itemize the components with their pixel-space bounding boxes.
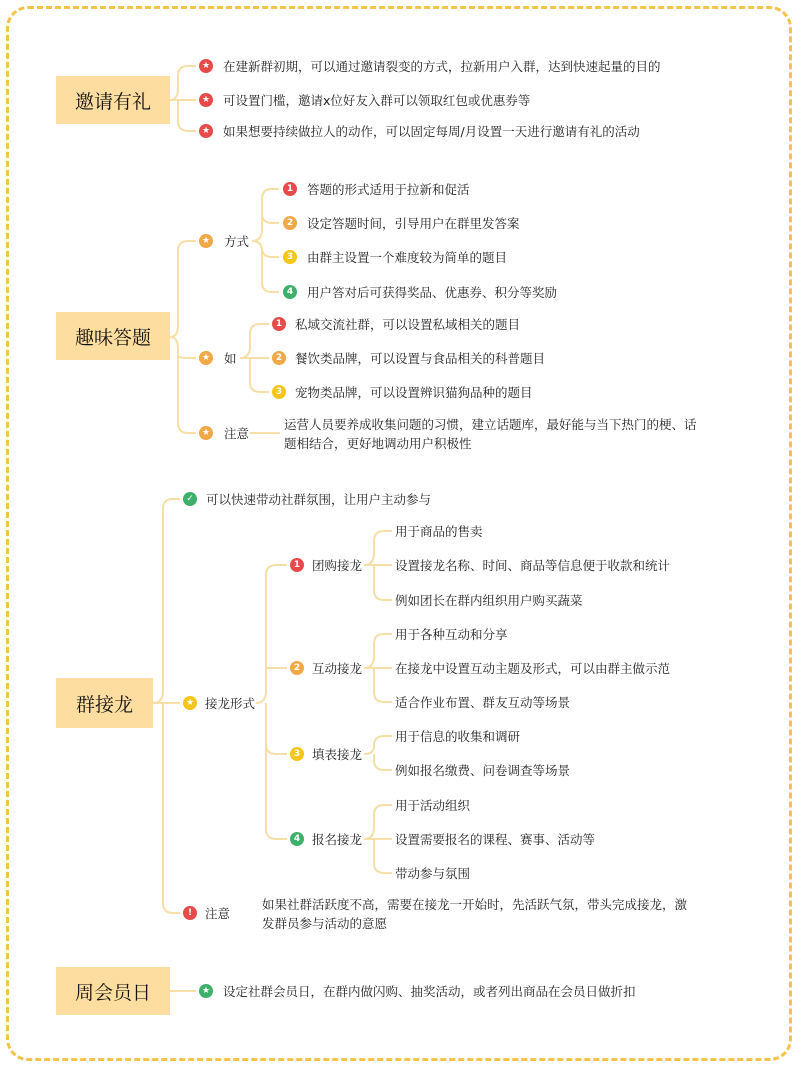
relay-form-2-item-3: 适合作业布置、群友互动等场景 <box>395 695 571 710</box>
relay-form-4-item-1: 用于活动组织 <box>395 798 471 813</box>
number-1-icon: 1 <box>290 558 304 572</box>
invite-item-3: 如果想要持续做拉人的动作，可以固定每周/月设置一天进行邀请有礼的活动 <box>223 124 640 139</box>
number-4-icon: 4 <box>283 285 297 299</box>
quiz-method-item-4: 用户答对后可获得奖品、优惠券、积分等奖励 <box>307 285 558 300</box>
number-1-icon: 1 <box>283 182 297 196</box>
relay-note-label: 注意 <box>205 906 231 921</box>
quiz-example-item-2: 餐饮类品牌，可以设置与食品相关的科普题目 <box>295 351 546 366</box>
relay-form-3-item-1: 用于信息的收集和调研 <box>395 729 521 744</box>
quiz-note-label: 注意 <box>224 426 250 441</box>
relay-form-1-item-1: 用于商品的售卖 <box>395 524 483 539</box>
star-icon: ★ <box>199 93 213 107</box>
number-3-icon: 3 <box>272 385 286 399</box>
invite-item-1: 在建新群初期，可以通过邀请裂变的方式，拉新用户入群，达到快速起量的目的 <box>223 59 661 74</box>
exclamation-icon: ! <box>183 906 197 920</box>
star-icon: ★ <box>199 984 213 998</box>
quiz-method-item-1: 答题的形式适用于拉新和促活 <box>307 182 470 197</box>
star-icon: ★ <box>199 351 213 365</box>
relay-form-4-name: 报名接龙 <box>312 832 363 847</box>
relay-form-2-item-1: 用于各种互动和分享 <box>395 627 508 642</box>
star-icon: ★ <box>199 59 213 73</box>
relay-form-1-item-2: 设置接龙名称、时间、商品等信息便于收款和统计 <box>395 558 671 573</box>
quiz-method-item-3: 由群主设置一个难度较为简单的题目 <box>307 250 508 265</box>
member-day-item: 设定社群会员日，在群内做闪购、抽奖活动，或者列出商品在会员日做折扣 <box>223 984 636 999</box>
relay-form-3-name: 填表接龙 <box>312 747 363 762</box>
quiz-method-item-2: 设定答题时间，引导用户在群里发答案 <box>307 216 520 231</box>
number-2-icon: 2 <box>283 216 297 230</box>
relay-form-2-item-2: 在接龙中设置互动主题及形式，可以由群主做示范 <box>395 661 671 676</box>
topic-quiz-title: 趣味答题 <box>56 312 170 360</box>
quiz-note-text: 运营人员要养成收集问题的习惯，建立话题库，最好能与当下热门的梗、话题相结合，更好地调动用户积极性 <box>284 417 697 451</box>
topic-relay-title: 群接龙 <box>56 678 153 728</box>
relay-benefit: 可以快速带动社群氛围，让用户主动参与 <box>206 492 432 507</box>
number-1-icon: 1 <box>272 317 286 331</box>
number-4-icon: 4 <box>290 832 304 846</box>
quiz-example-item-1: 私域交流社群，可以设置私域相关的题目 <box>295 317 521 332</box>
topic-invite-title: 邀请有礼 <box>56 76 170 124</box>
quiz-example-label: 如 <box>224 351 237 366</box>
number-2-icon: 2 <box>272 351 286 365</box>
number-3-icon: 3 <box>283 250 297 264</box>
relay-form-1-name: 团购接龙 <box>312 558 363 573</box>
star-icon: ★ <box>199 426 213 440</box>
topic-member-day-title: 周会员日 <box>56 967 170 1015</box>
number-3-icon: 3 <box>290 747 304 761</box>
check-icon: ✓ <box>183 492 197 506</box>
relay-form-3-item-2: 例如报名缴费、问卷调查等场景 <box>395 763 571 778</box>
star-icon: ★ <box>199 234 213 248</box>
number-2-icon: 2 <box>290 661 304 675</box>
relay-form-4-item-3: 带动参与氛围 <box>395 866 471 881</box>
relay-form-2-name: 互动接龙 <box>312 661 363 676</box>
quiz-example-item-3: 宠物类品牌，可以设置辨识猫狗品种的题目 <box>295 385 533 400</box>
invite-item-2: 可设置门槛，邀请x位好友入群可以领取红包或优惠券等 <box>223 93 531 108</box>
relay-form-1-item-3: 例如团长在群内组织用户购买蔬菜 <box>395 593 583 608</box>
star-icon: ★ <box>199 124 213 138</box>
relay-form-4-item-2: 设置需要报名的课程、赛事、活动等 <box>395 832 596 847</box>
quiz-method-label: 方式 <box>224 234 250 249</box>
star-icon: ★ <box>183 696 197 710</box>
relay-forms-label: 接龙形式 <box>205 696 256 711</box>
relay-note-text: 如果社群活跃度不高，需要在接龙一开始时，先活跃气氛，带头完成接龙，激发群员参与活动的意愿 <box>262 897 688 931</box>
